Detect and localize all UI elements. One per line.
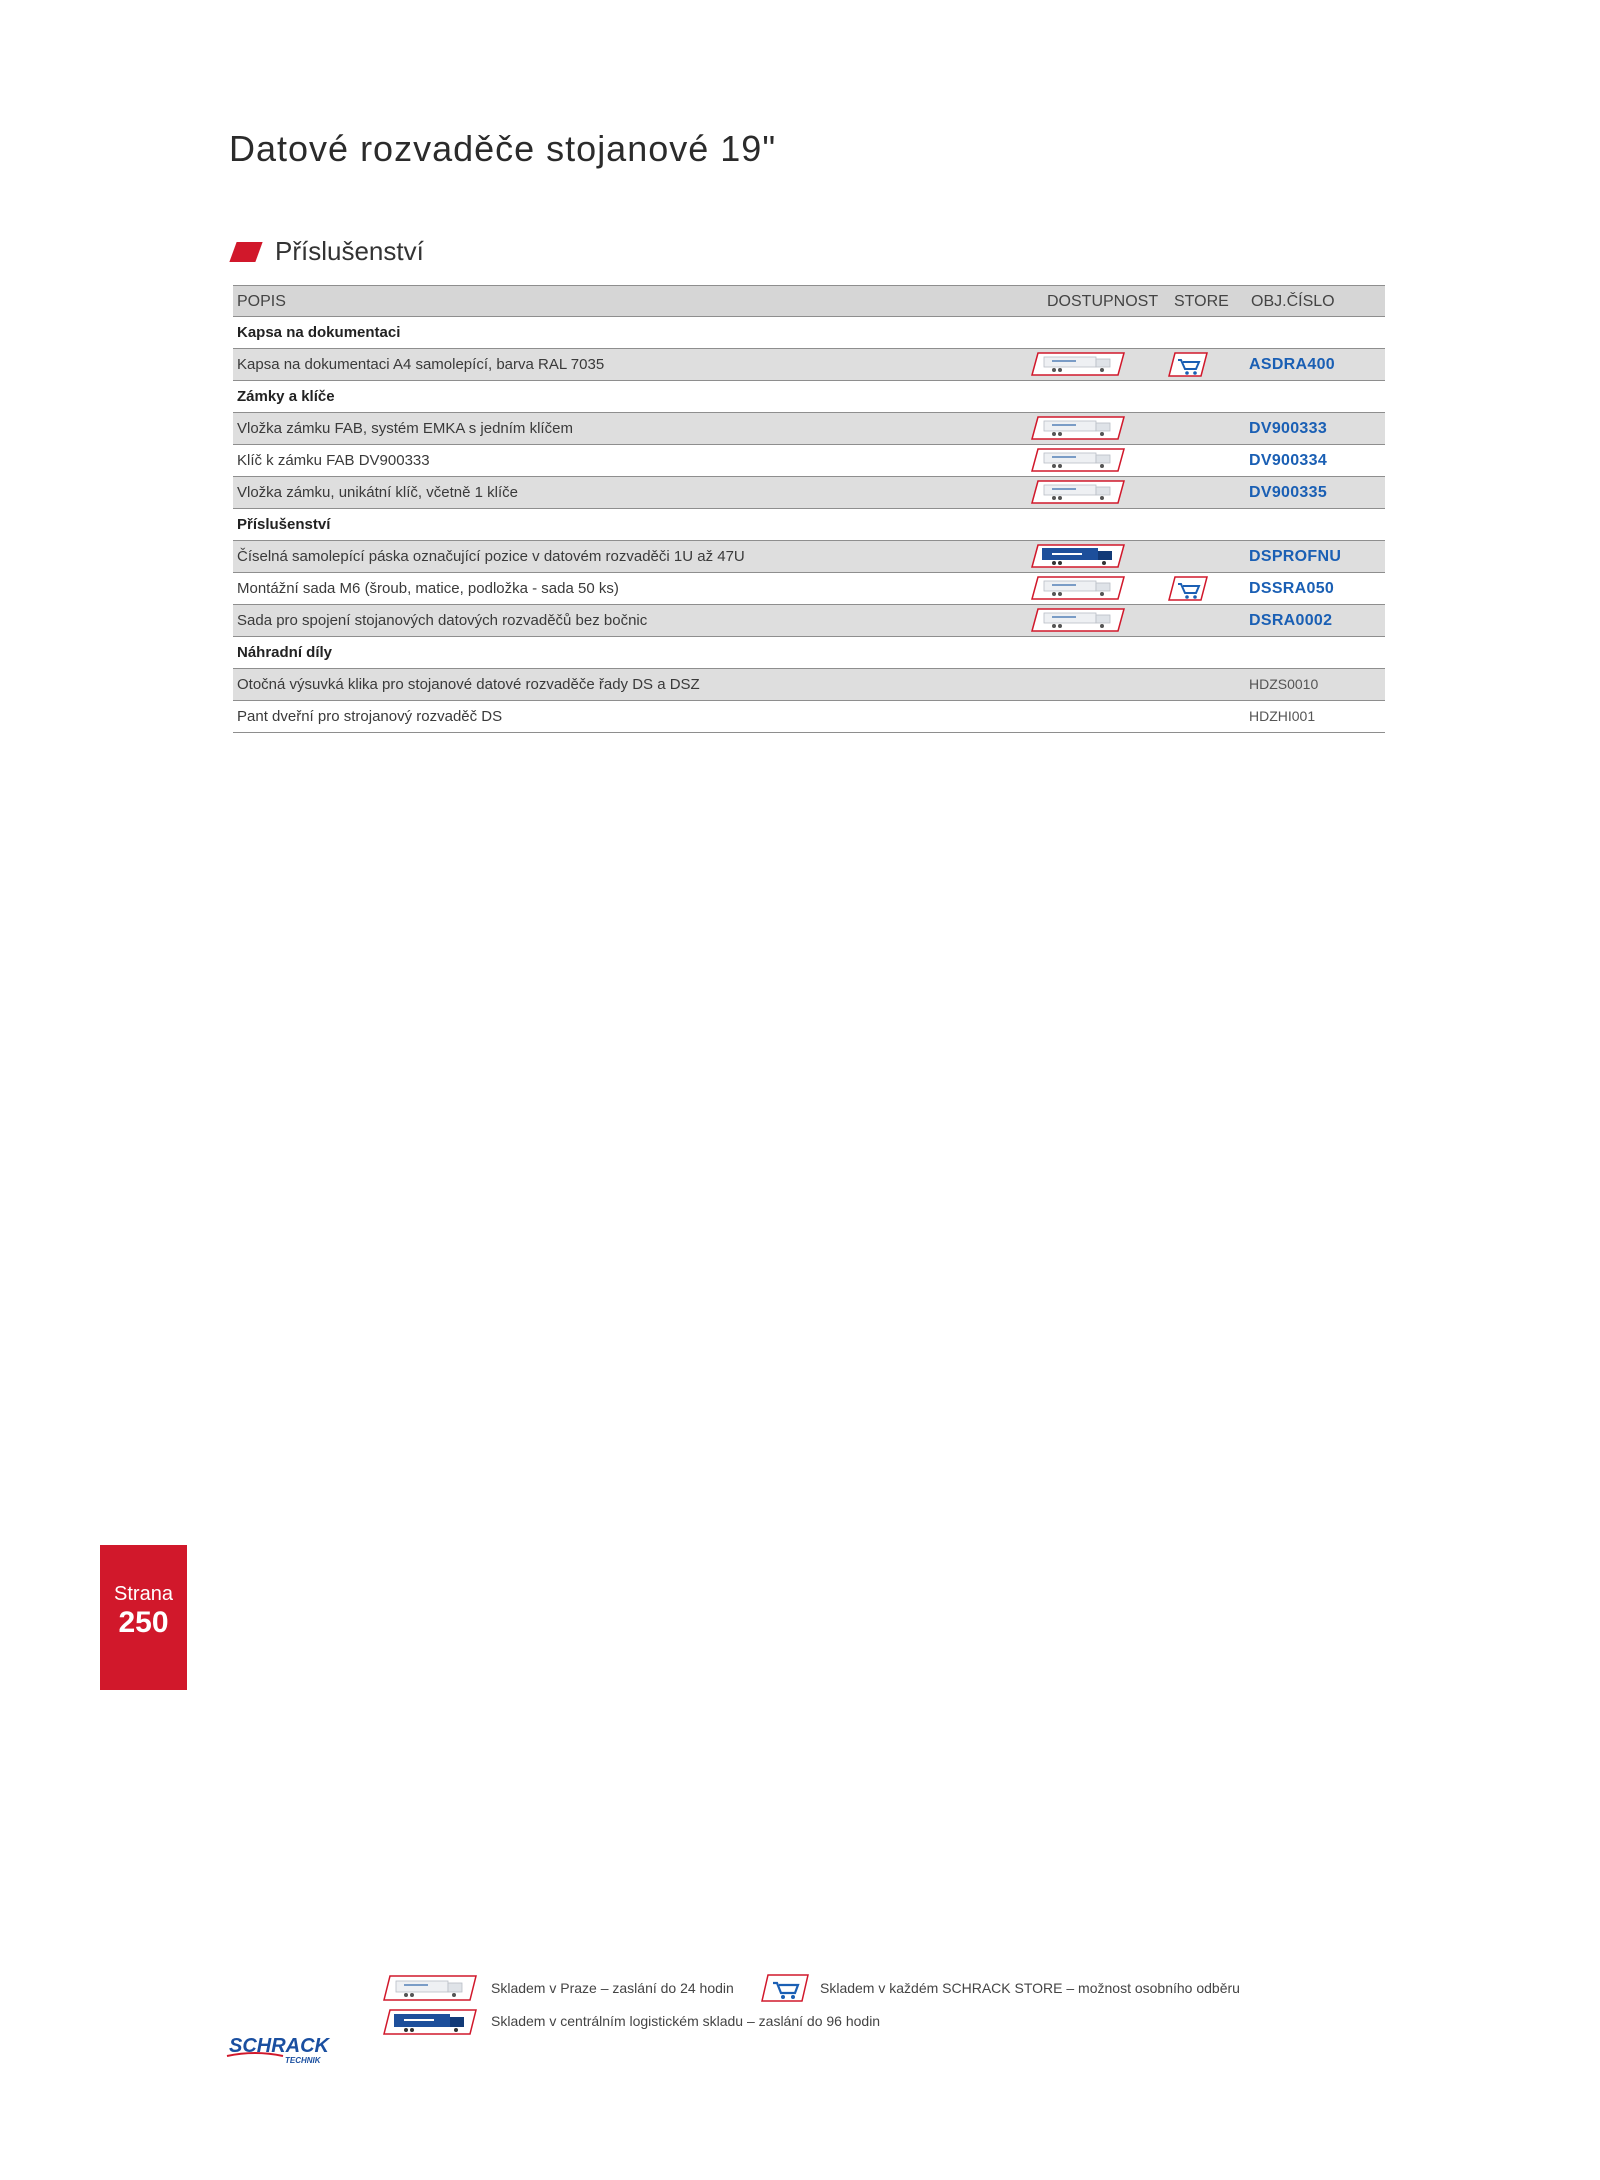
group-row <box>233 637 1385 669</box>
group-title: Kapsa na dokumentaci <box>237 324 401 341</box>
group-row <box>233 509 1385 541</box>
logo-sub: TECHNIK <box>285 2056 321 2065</box>
row-description: Pant dveřní pro strojanový rozvaděč DS <box>237 708 503 725</box>
row-description: Kapsa na dokumentaci A4 samolepící, barva RAL 7035 <box>237 356 605 373</box>
row-description: Sada pro spojení stojanových datových rozvaděčů bez bočnic <box>237 612 648 629</box>
row-description: Klíč k zámku FAB DV900333 <box>237 452 430 469</box>
table-row <box>233 413 1385 445</box>
truck-praha-icon <box>1030 416 1126 440</box>
order-code[interactable]: DSSRA050 <box>1249 580 1335 597</box>
section-title: Příslušenství <box>275 236 424 266</box>
row-description: Otočná výsuvká klika pro stojanové datové rozvaděče řady DS a DSZ <box>237 676 700 693</box>
page-title: Datové rozvaděče stojanové 19" <box>229 128 777 169</box>
table-row <box>233 605 1385 637</box>
table-row <box>233 573 1385 605</box>
order-code[interactable]: ASDRA400 <box>1249 356 1335 373</box>
order-code[interactable]: DV900335 <box>1249 484 1328 501</box>
order-code[interactable]: DSPROFNU <box>1249 548 1342 565</box>
truck-praha-icon <box>1030 352 1126 376</box>
order-code: HDZS0010 <box>1249 676 1319 692</box>
truck-praha-icon <box>1030 608 1126 632</box>
truck-praha-icon <box>1030 576 1126 600</box>
order-code[interactable]: DV900334 <box>1249 452 1328 469</box>
table-row <box>233 669 1385 701</box>
product-table <box>233 285 1385 733</box>
header-description: POPIS <box>237 293 286 310</box>
group-row <box>233 317 1385 349</box>
header-store: STORE <box>1174 293 1229 310</box>
group-title: Příslušenství <box>237 516 331 533</box>
group-title: Zámky a klíče <box>237 388 335 405</box>
truck-praha-icon <box>382 1975 478 2001</box>
truck-praha-icon <box>1030 448 1126 472</box>
row-description: Číselná samolepící páska označující pozice v datovém rozvaděči 1U až 47U <box>237 548 745 565</box>
page-number-tab <box>100 1545 187 1690</box>
table-row <box>233 445 1385 477</box>
group-title: Náhradní díly <box>237 644 333 661</box>
row-description: Vložka zámku, unikátní klíč, včetně 1 klíče <box>237 484 518 501</box>
order-code: HDZHI001 <box>1249 708 1316 724</box>
table-row <box>233 477 1385 509</box>
schrack-logo <box>225 2032 350 2066</box>
order-code[interactable]: DSRA0002 <box>1249 612 1333 629</box>
row-description: Montážní sada M6 (šroub, matice, podložka - sada 50 ks) <box>237 580 619 597</box>
truck-central-icon <box>1030 544 1126 568</box>
store-cart-icon <box>760 1974 810 2002</box>
table-header <box>233 285 1385 317</box>
truck-praha-icon <box>1030 480 1126 504</box>
legend-central: Skladem v centrálním logistickém skladu – zaslání do 96 hodin <box>491 2013 881 2029</box>
header-code: OBJ.ČÍSLO <box>1251 293 1335 310</box>
page-number: 250 <box>118 1606 169 1639</box>
row-description: Vložka zámku FAB, systém EMKA s jedním klíčem <box>237 420 573 437</box>
order-code[interactable]: DV900333 <box>1249 420 1328 437</box>
section-marker <box>229 242 262 262</box>
table-row <box>233 701 1385 733</box>
store-cart-icon <box>1168 576 1208 601</box>
store-cart-icon <box>1168 352 1208 377</box>
legend-praha: Skladem v Praze – zaslání do 24 hodin <box>491 1980 734 1996</box>
truck-central-icon <box>382 2009 478 2035</box>
section-heading <box>233 236 424 267</box>
header-availability: DOSTUPNOST <box>1047 293 1159 310</box>
legend-store: Skladem v každém SCHRACK STORE – možnost osobního odběru <box>820 1980 1240 1996</box>
page-label: Strana <box>114 1583 173 1605</box>
table-row <box>233 541 1385 573</box>
logo-brand: SCHRACK <box>229 2035 329 2057</box>
group-row <box>233 381 1385 413</box>
table-row <box>233 349 1385 381</box>
